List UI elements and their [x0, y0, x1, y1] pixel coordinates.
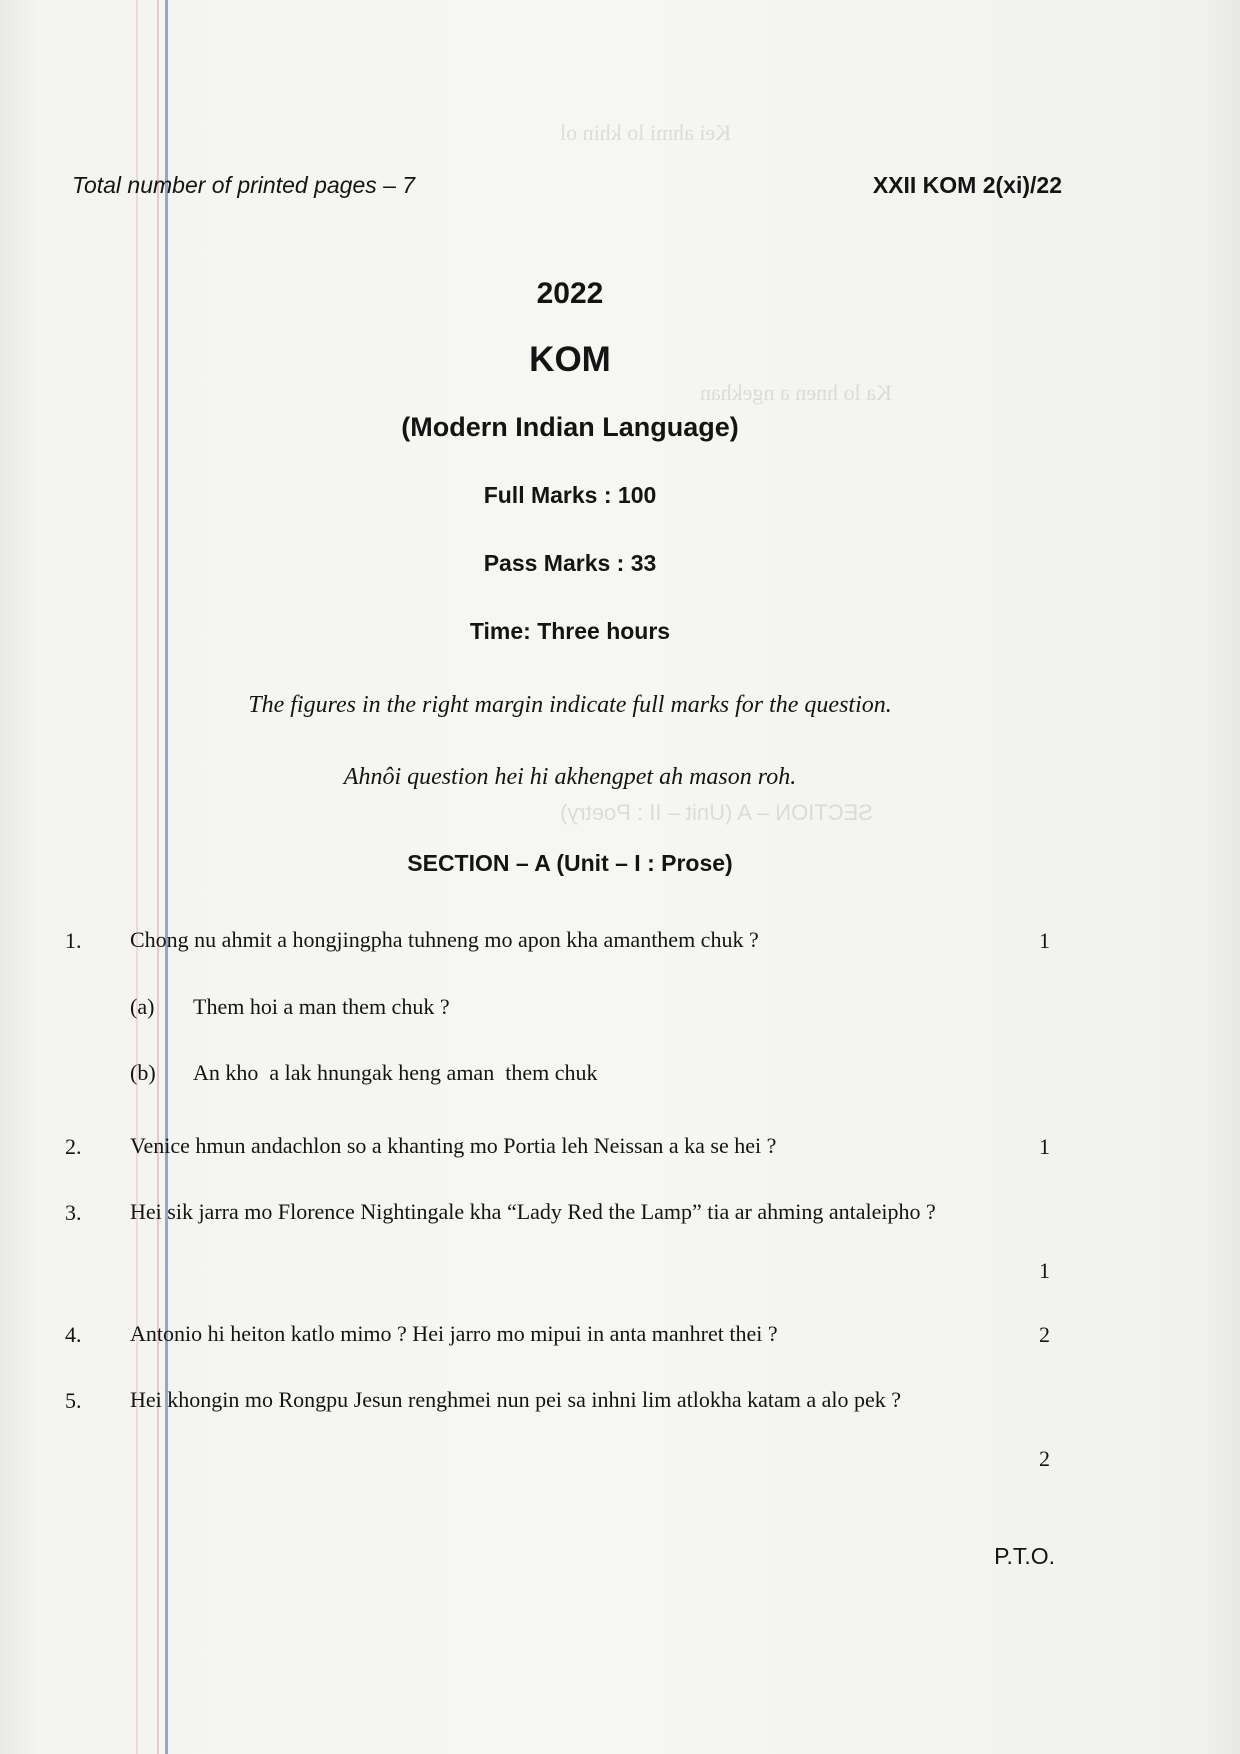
question-marks: 2 [1039, 1322, 1050, 1347]
question-number: 1. [65, 928, 82, 953]
please-turn-over: P.T.O. [994, 1543, 1055, 1569]
question-text: Antonio hi heiton katlo mimo ? Hei jarro mo mipui in anta manhret thei ? [130, 1321, 778, 1346]
exam-year: 2022 [536, 277, 604, 310]
subpart-label: (a) [130, 994, 155, 1019]
subpart-text: An kho a lak hnungak heng aman them chuk [193, 1060, 598, 1085]
pass-marks: Pass Marks : 33 [483, 550, 657, 576]
bleed-through-text: Ka lo hnen a ngekhan [700, 380, 892, 405]
question-text: Chong nu ahmit a hongjingpha tuhneng mo apon kha amanthem chuk ? [130, 927, 759, 952]
subpart-label: (b) [130, 1060, 156, 1085]
bleed-through-text: SECTION – A (Unit – II : Poetry) [560, 800, 873, 825]
bleed-through-text: Kei ahmi lo khin ol [560, 120, 732, 145]
exam-time: Time: Three hours [469, 618, 671, 644]
instruction-english: The figures in the right margin indicate full marks for the question. [248, 692, 892, 718]
question-marks: 2 [1039, 1446, 1050, 1471]
subject-title: KOM [529, 340, 611, 379]
question-marks: 1 [1039, 928, 1050, 953]
question-marks: 1 [1039, 1134, 1050, 1159]
margin-rule [157, 0, 159, 1754]
question-number: 3. [65, 1200, 82, 1225]
question-number: 2. [65, 1134, 82, 1159]
question-text: Hei sik jarra mo Florence Nightingale kha “Lady Red the Lamp” tia ar ahming antaleipho ? [130, 1199, 936, 1224]
full-marks: Full Marks : 100 [483, 482, 657, 508]
question-number: 4. [65, 1322, 82, 1347]
subpart-text: Them hoi a man them chuk ? [193, 994, 450, 1019]
page-count: Total number of printed pages – 7 [72, 172, 416, 198]
question-marks: 1 [1039, 1258, 1050, 1283]
instruction-kom: Ahnôi question hei hi akhengpet ah mason roh. [343, 764, 797, 790]
question-number: 5. [65, 1388, 82, 1413]
margin-rule [165, 0, 168, 1754]
question-text: Venice hmun andachlon so a khanting mo Portia leh Neissan a ka se hei ? [130, 1133, 777, 1158]
subject-subtitle: (Modern Indian Language) [401, 412, 739, 442]
question-text: Hei khongin mo Rongpu Jesun renghmei nun pei sa inhni lim atlokha katam a alo pek ? [130, 1387, 902, 1412]
section-heading: SECTION – A (Unit – I : Prose) [407, 850, 733, 876]
margin-rule [136, 0, 138, 1754]
paper-code: XXII KOM 2(xi)/22 [872, 172, 1062, 198]
